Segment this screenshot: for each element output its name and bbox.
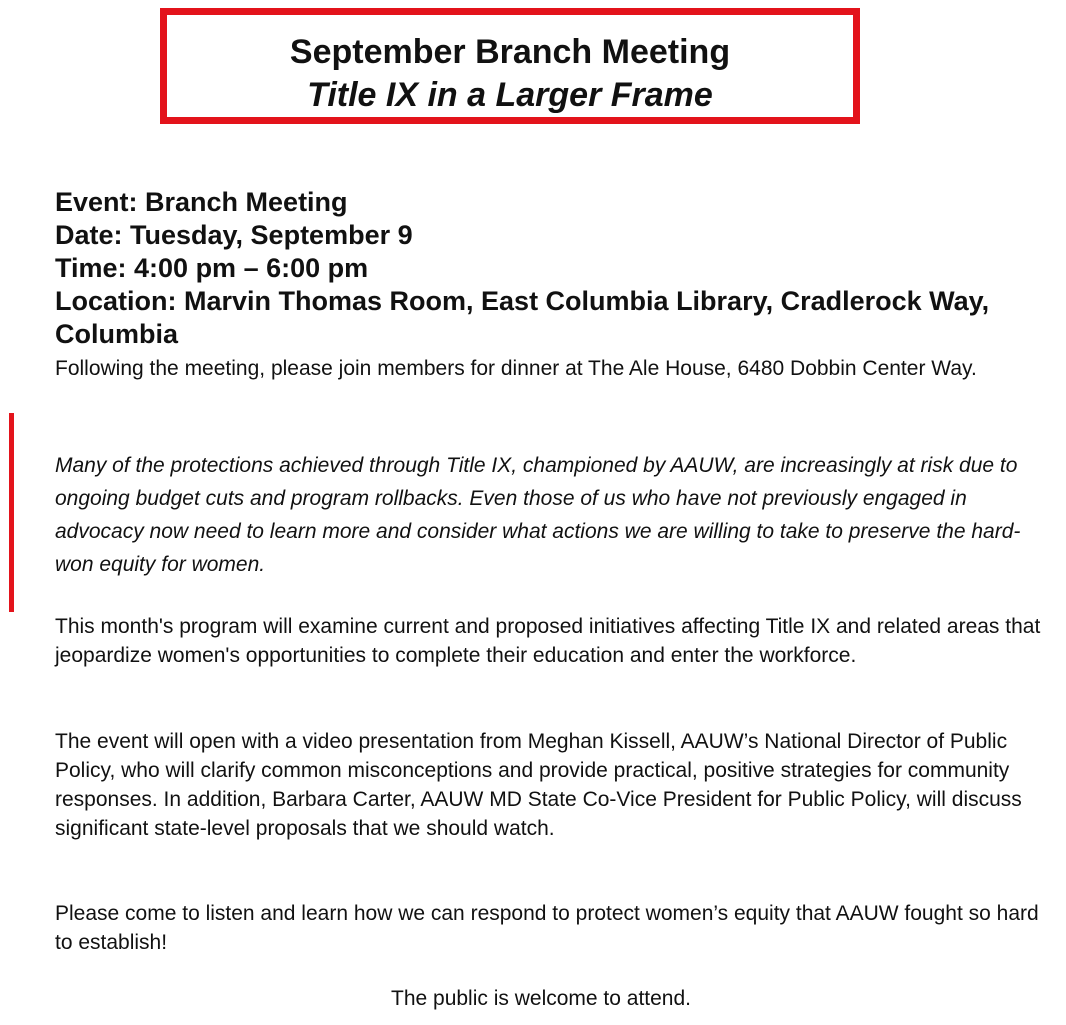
event-location: Location: Marvin Thomas Room, East Columbia Library, Cradlerock Way, Columbia [55,286,990,349]
closing-note: The public is welcome to attend. [391,987,691,1010]
intro-quote: Many of the protections achieved through Title IX, championed by AAUW, are increasingly at risk due to ongoing budget cuts and program rollbacks. Even those of us who have not previously engaged in advocacy now need to learn more and consider what actions we are willing to take to preserve the hard-won equity for women. [55,454,1021,576]
event-name: Event: Branch Meeting [55,187,348,217]
speakers-paragraph: The event will open with a video presentation from Meghan Kissell, AAUW’s National Director of Public Policy, who will clarify common misconceptions and provide practical, positive strategies for community responses. In addition, Barbara Carter, AAUW MD State Co-Vice President for Public Policy, will discuss significant state-level proposals that we should watch. [55,730,1022,840]
quote-accent-bar [9,413,14,612]
page-title: September Branch Meeting [289,33,731,71]
invitation-paragraph: Please come to listen and learn how we can respond to protect women’s equity that AAUW fought so hard to establish! [55,902,1039,954]
page-subtitle: Title IX in a Larger Frame [307,76,713,114]
event-date: Date: Tuesday, September 9 [55,220,413,250]
program-paragraph: This month's program will examine current and proposed initiatives affecting Title IX and related areas that jeopardize women's opportunities to complete their education and enter the workforce. [55,615,1041,667]
event-time: Time: 4:00 pm – 6:00 pm [55,253,369,283]
dinner-note: Following the meeting, please join members for dinner at The Ale House, 6480 Dobbin Center Way. [55,357,977,380]
title-banner [160,8,860,124]
event-details [55,186,1045,351]
